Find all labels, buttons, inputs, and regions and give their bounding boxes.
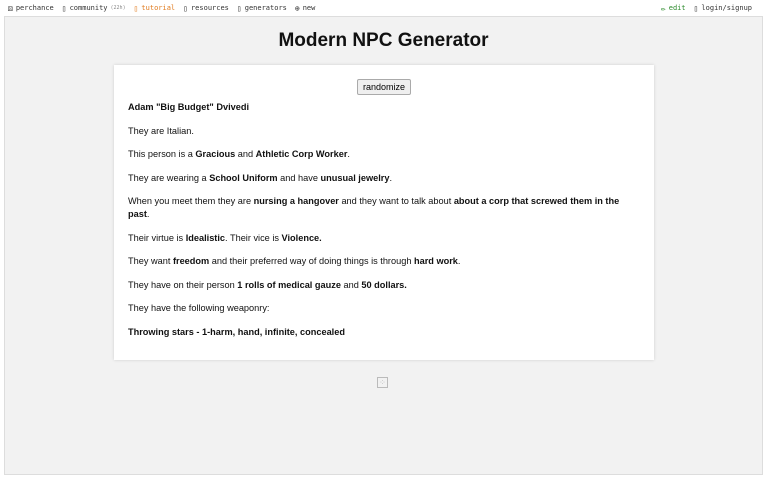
page-title: Modern NPC Generator xyxy=(278,30,489,51)
generators-icon: ▯ xyxy=(236,3,242,13)
npc-name: Adam "Big Budget" Dvivedi xyxy=(128,102,250,112)
npc-inventory: They have on their person 1 rolls of medical gauze and 50 dollars. xyxy=(128,279,407,290)
nav-tutorial[interactable]: ▯ tutorial xyxy=(133,3,176,13)
npc-clothing: They are wearing a School Uniform and have unusual jewelry. xyxy=(128,172,393,183)
top-nav xyxy=(0,0,768,16)
dice-icon[interactable]: ⁘ xyxy=(377,377,388,388)
nav-resources[interactable]: ▯ resources xyxy=(183,3,229,13)
npc-weapon: Throwing stars - 1-harm, hand, infinite, concealed xyxy=(128,326,345,337)
community-badge: (22h) xyxy=(110,5,126,11)
npc-wants: They want freedom and their preferred way of doing things is through hard work. xyxy=(128,256,461,266)
plus-icon: ⊕ xyxy=(294,3,300,13)
nav-generators[interactable]: ▯ generators xyxy=(236,3,287,13)
npc-description: This person is a Gracious and Athletic Corp Worker. xyxy=(128,149,350,159)
npc-meeting: When you meet them they are nursing a hangover and they want to talk about about a corp that screwed them in the past. xyxy=(128,196,620,219)
npc-weaponry-intro: They have the following weaponry: xyxy=(128,303,270,313)
nav-edit[interactable]: ✏ edit xyxy=(660,3,686,13)
resources-icon: ▯ xyxy=(183,3,188,13)
dice-icon: ⚄ xyxy=(8,3,13,13)
chat-icon: ▯ xyxy=(61,3,67,13)
nav-login[interactable]: ▯ login/signup xyxy=(693,3,752,13)
user-icon: ▯ xyxy=(693,3,699,13)
npc-card xyxy=(114,65,654,360)
pencil-icon: ✏ xyxy=(660,3,666,13)
npc-virtue-vice: Their virtue is Idealistic. Their vice is Violence. xyxy=(128,232,322,243)
generator-frame xyxy=(4,16,763,475)
randomize-button[interactable]: randomize xyxy=(357,79,411,95)
npc-nationality: They are Italian. xyxy=(128,125,194,136)
nav-perchance[interactable]: ⚄ perchance xyxy=(8,3,54,13)
nav-community[interactable]: ▯ community (22h) xyxy=(61,3,126,13)
book-icon: ▯ xyxy=(133,3,139,13)
nav-new[interactable]: ⊕ new xyxy=(294,3,316,13)
